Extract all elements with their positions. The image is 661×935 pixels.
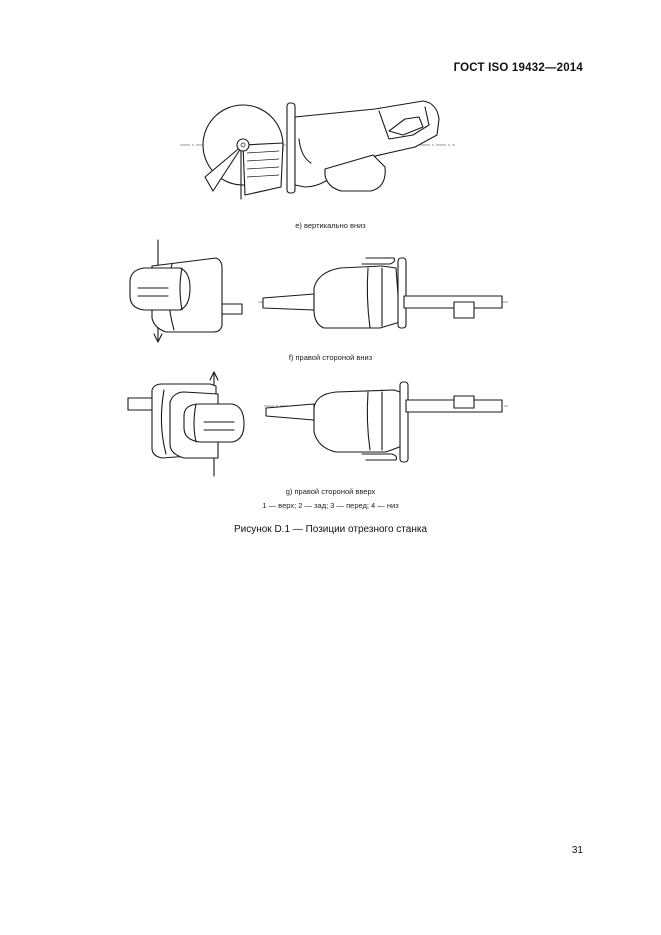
figure-title: Рисунок D.1 — Позиции отрезного станка [233, 524, 428, 535]
figure-legend: 1 — верх; 2 — зад; 3 — перед; 4 — низ [262, 501, 399, 510]
page-number: 31 [571, 845, 583, 856]
document-header: ГОСТ ISO 19432—2014 [453, 62, 583, 74]
cut-off-machine-right-side-down-drawing [118, 238, 513, 346]
cut-off-machine-vertical-down-drawing [175, 95, 465, 205]
cut-off-machine-right-side-up-drawing [124, 368, 514, 480]
panel-g-caption: g) правой стороной вверх [285, 487, 376, 496]
panel-e-caption: e) вертикально вниз [295, 221, 366, 230]
panel-f-caption: f) правой стороной вниз [288, 353, 373, 362]
